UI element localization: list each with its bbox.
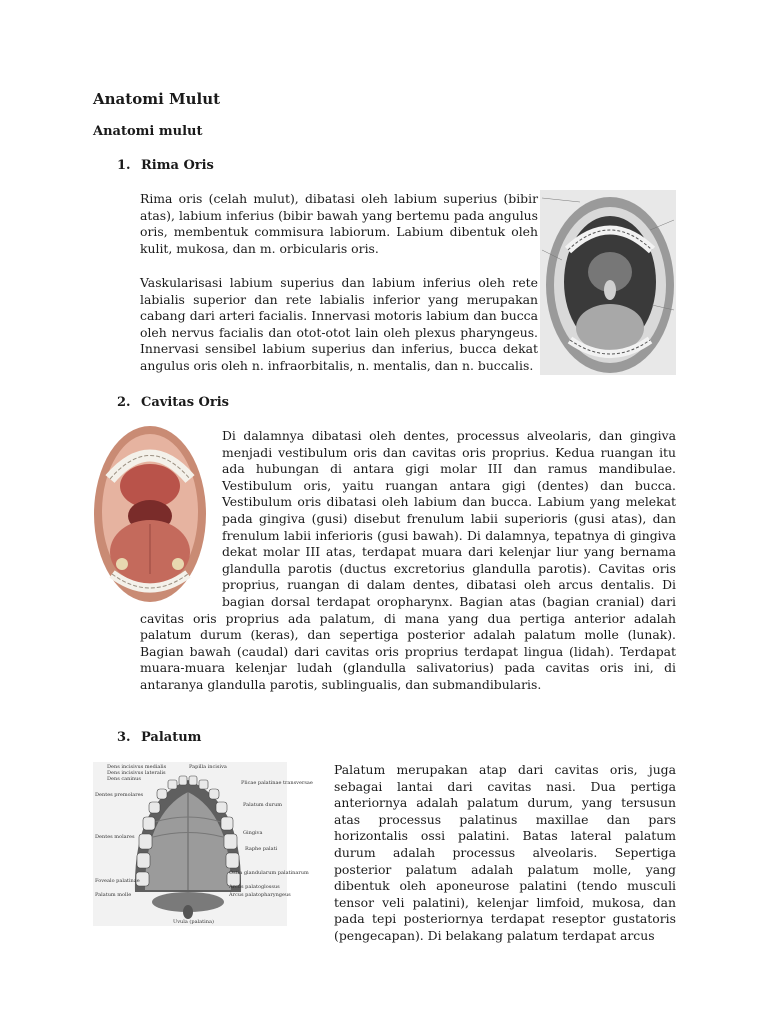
figure-cavitas-oris xyxy=(92,424,210,606)
label-palatum-molle: Palatum molle xyxy=(95,892,132,898)
paragraph-rima-oris-2: Vaskularisasi labium superius dan labium inferius oleh rete labialis superior dan rete labialis inferior yang merupakan cabang dari arteri facialis. Innervasi motoris labium dan bucca oleh nervus facialis dan otot-otot lain oleh plexus pharyngeus. Innervasi sensibel labium superius dan inferius, bucca dekat angulus oris oleh n. infraorbitalis, n. mentalis, dan n. buccalis. xyxy=(140,275,538,373)
label-raphe-palati: Raphe palati xyxy=(245,846,278,852)
label-dentes-molares: Dentes molares xyxy=(95,834,135,840)
document-subtitle: Anatomi mulut xyxy=(93,124,203,139)
section-title: Rima Oris xyxy=(141,158,214,173)
label-palatum-durum: Palatum durum xyxy=(243,802,283,808)
label-arcus-palatoglossus: Arcus palatoglossus xyxy=(229,884,280,890)
section-heading-cavitas-oris xyxy=(117,395,229,410)
section-number: 1. xyxy=(117,158,131,173)
paragraph-cavitas-oris-wrapper xyxy=(140,428,676,694)
paragraph-rima-oris-1: Rima oris (celah mulut), dibatasi oleh labium superius (bibir atas), labium inferius (bibir bawah yang bertemu pada angulus oris, membentuk commisura labiorum. Labium dibentuk oleh kulit, mukosa, dan m. orbicularis oris. xyxy=(140,191,538,256)
label-uvula: Uvula (palatina) xyxy=(173,919,214,925)
label-ostia-glandularum: Ostia glandularum palatinarum xyxy=(229,870,309,876)
label-dens-caninus: Dens caninus xyxy=(107,776,141,782)
label-dens-incisivus-lateralis: Dens incisivus lateralis xyxy=(107,770,166,776)
label-gingiva: Gingiva xyxy=(243,830,263,836)
label-dentes-premolares: Dentes premolares xyxy=(95,792,144,798)
section-title: Cavitas Oris xyxy=(141,395,229,410)
paragraph-cavitas-oris: Di dalamnya dibatasi oleh dentes, processus alveolaris, dan gingiva menjadi vestibulum oris dan cavitas oris proprius. Kedua ruangan itu ada hubungan di antara gigi molar III dan ramus mandibulae. Vestibulum oris, yaitu ruangan antara gigi (dentes) dan bucca. Vestibulum oris dibatasi oleh labium dan bucca. Labium yang melekat pada gingiva (gusi) disebut frenulum labii superioris (gusi atas), dan frenulum labii inferioris (gusi bawah). Di dalamnya, tepatnya di gingiva dekat molar III atas, terdapat muara dari kelenjar liur yang bernama glandulla parotis (ductus excretorius glandulla parotis). Cavitas oris proprius, ruangan di dalam dentes, dibatasi oleh arcus dentalis. Di bagian dorsal terdapat oropharynx. Bagian atas (bagian cranial) dari cavitas oris proprius ada palatum, di mana yang dua pertiga anterior adalah palatum durum (keras), dan sepertiga posterior adalah palatum molle (lunak). Bagian bawah (caudal) dari cavitas oris proprius terdapat lingua (lidah). Terdapat muara-muara kelenjar ludah (glandulla salivatorius) pada cavitas oris ini, di antaranya glandulla parotis, sublingualis, dan submandibularis. xyxy=(140,428,676,692)
figure-rima-oris xyxy=(540,190,676,375)
label-fovealo-palatinae: Fovealo palatinae xyxy=(95,878,140,884)
section-title: Palatum xyxy=(141,730,202,745)
label-dens-incisivus-medialis: Dens incisivus medialis xyxy=(107,764,167,770)
figure-palatum xyxy=(93,762,313,926)
section-number: 3. xyxy=(117,730,131,745)
label-papilla-incisiva: Papilla incisiva xyxy=(189,764,227,770)
section-heading-palatum xyxy=(117,730,201,745)
paragraph-palatum: Palatum merupakan atap dari cavitas oris, juga sebagai lantai dari cavitas nasi. Dua pertiga anteriornya adalah palatum durum, yang tersusun atas processus palatinus maxillae dan pars horizontalis ossi palatini. Batas lateral palatum durum adalah processus alveolaris. Sepertiga posterior palatum adalah palatum molle, yang dibentuk oleh aponeurose palatini (tendo musculi tensor veli palatini), kelenjar limfoid, mukosa, dan pada tepi posteriornya terdapat reseptor gustatoris (pengecapan). Di belakang palatum terdapat arcus xyxy=(334,762,676,943)
document-title: Anatomi Mulut xyxy=(93,90,221,108)
section-number: 2. xyxy=(117,395,131,410)
label-arcus-palatopharyngeus: Arcus palatopharyngeus xyxy=(229,892,291,898)
label-plicae-palatinae: Plicae palatinae transversae xyxy=(241,780,313,786)
section-heading-rima-oris xyxy=(117,158,214,173)
